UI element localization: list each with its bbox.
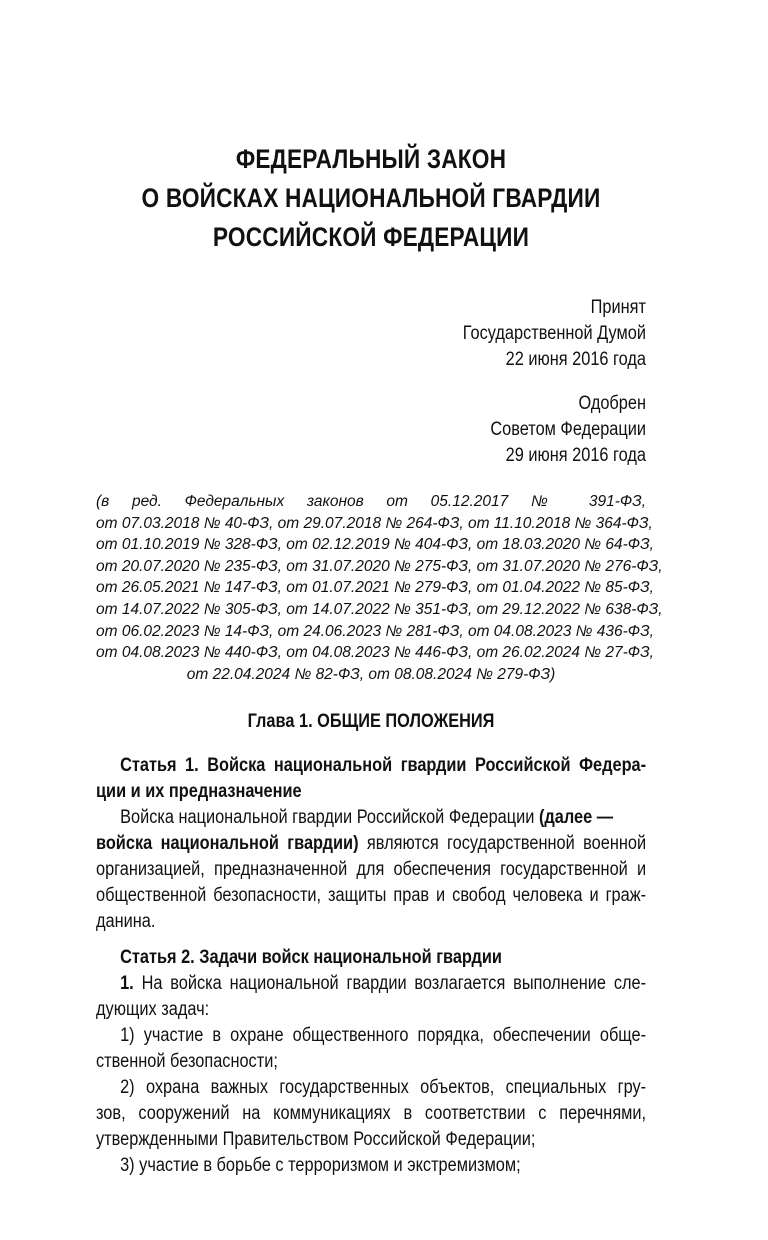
amendment-line: от 01.10.2019 № 328-ФЗ, от 02.12.2019 № 404-ФЗ, от 18.03.2020 № 64-ФЗ,: [96, 536, 654, 554]
adopted-line: Государственной Думой: [462, 323, 646, 344]
paragraph-line: организацией, предназначенной для обеспечения государственной и: [96, 859, 647, 881]
adopted-line: 22 июня 2016 года: [505, 349, 646, 370]
list-item-line: 2) охрана важных государственных объектов, специальных гру-: [120, 1077, 647, 1099]
title-line: РОССИЙСКОЙ ФЕДЕРАЦИИ: [212, 222, 530, 252]
title-line: О ВОЙСКАХ НАЦИОНАЛЬНОЙ ГВАРДИИ: [141, 183, 601, 213]
article-2: [96, 945, 646, 1179]
adopted-block: [173, 295, 646, 373]
approved-block: [173, 391, 646, 469]
list-item-line: 3) участие в борьбе с терроризмом и экстремизмом;: [120, 1155, 521, 1177]
adopted-line: Принят: [590, 297, 646, 318]
document-page: [96, 140, 663, 1179]
amendment-line: (в ред. Федеральных законов от 05.12.2017 № 391-ФЗ,: [96, 493, 646, 510]
paragraph-line: [96, 805, 646, 831]
approved-line: Советом Федерации: [490, 419, 646, 440]
approved-line: 29 июня 2016 года: [505, 445, 646, 466]
amendments-note: [96, 491, 663, 685]
list-item-line: ственной безопасности;: [96, 1051, 278, 1073]
list-item-line: зов, сооружений на коммуникациях в соответствии с перечнями,: [96, 1103, 647, 1125]
amendment-line: от 26.05.2021 № 147-ФЗ, от 01.07.2021 № 279-ФЗ, от 01.04.2022 № 85-ФЗ,: [96, 579, 654, 597]
paragraph-line: [96, 831, 646, 857]
article-heading: ции и их предназначение: [96, 781, 302, 803]
amendment-line: от 06.02.2023 № 14-ФЗ, от 24.06.2023 № 281-ФЗ, от 04.08.2023 № 436-ФЗ,: [96, 622, 654, 640]
title-line: ФЕДЕРАЛЬНЫЙ ЗАКОН: [235, 144, 507, 174]
chapter-heading: Глава 1. ОБЩИЕ ПОЛОЖЕНИЯ: [247, 711, 495, 733]
article-1: [96, 753, 646, 935]
paragraph-text: На войска национальной гвардии возлагается выполнение сле-: [141, 973, 647, 995]
article-heading: Статья 2. Задачи войск национальной гвардии: [120, 947, 502, 969]
amendment-line: от 04.08.2023 № 440-ФЗ, от 04.08.2023 № 446-ФЗ, от 26.02.2024 № 27-ФЗ,: [96, 644, 654, 662]
paragraph-line: данина.: [96, 911, 156, 933]
paragraph-text: Войска национальной гвардии Российской Федерации: [120, 807, 535, 829]
approved-line: Одобрен: [578, 393, 646, 414]
amendment-line: от 22.04.2024 № 82-ФЗ, от 08.08.2024 № 279-ФЗ): [186, 665, 556, 683]
list-item-line: утвержденными Правительством Российской Федерации;: [96, 1129, 536, 1151]
defined-term: войска национальной гвардии): [96, 833, 359, 855]
paragraph-text: являются государственной военной: [366, 833, 647, 855]
list-item-line: 1) участие в охране общественного порядка, обеспечении обще-: [120, 1025, 647, 1047]
paragraph-line: дующих задач:: [96, 999, 210, 1021]
paragraph-line: [96, 971, 646, 997]
defined-term: (далее —: [538, 807, 614, 829]
paragraph-line: общественной безопасности, защиты прав и свобод человека и граж-: [96, 885, 647, 907]
amendment-line: от 20.07.2020 № 235-ФЗ, от 31.07.2020 № 275-ФЗ, от 31.07.2020 № 276-ФЗ,: [96, 557, 663, 575]
paragraph-number: 1.: [120, 973, 134, 995]
article-heading: Статья 1. Войска национальной гвардии Российской Федера-: [120, 755, 647, 777]
law-title: [140, 140, 602, 257]
amendment-line: от 07.03.2018 № 40-ФЗ, от 29.07.2018 № 264-ФЗ, от 11.10.2018 № 364-ФЗ,: [96, 514, 653, 532]
amendment-line: от 14.07.2022 № 305-ФЗ, от 14.07.2022 № 351-ФЗ, от 29.12.2022 № 638-ФЗ,: [96, 600, 663, 618]
